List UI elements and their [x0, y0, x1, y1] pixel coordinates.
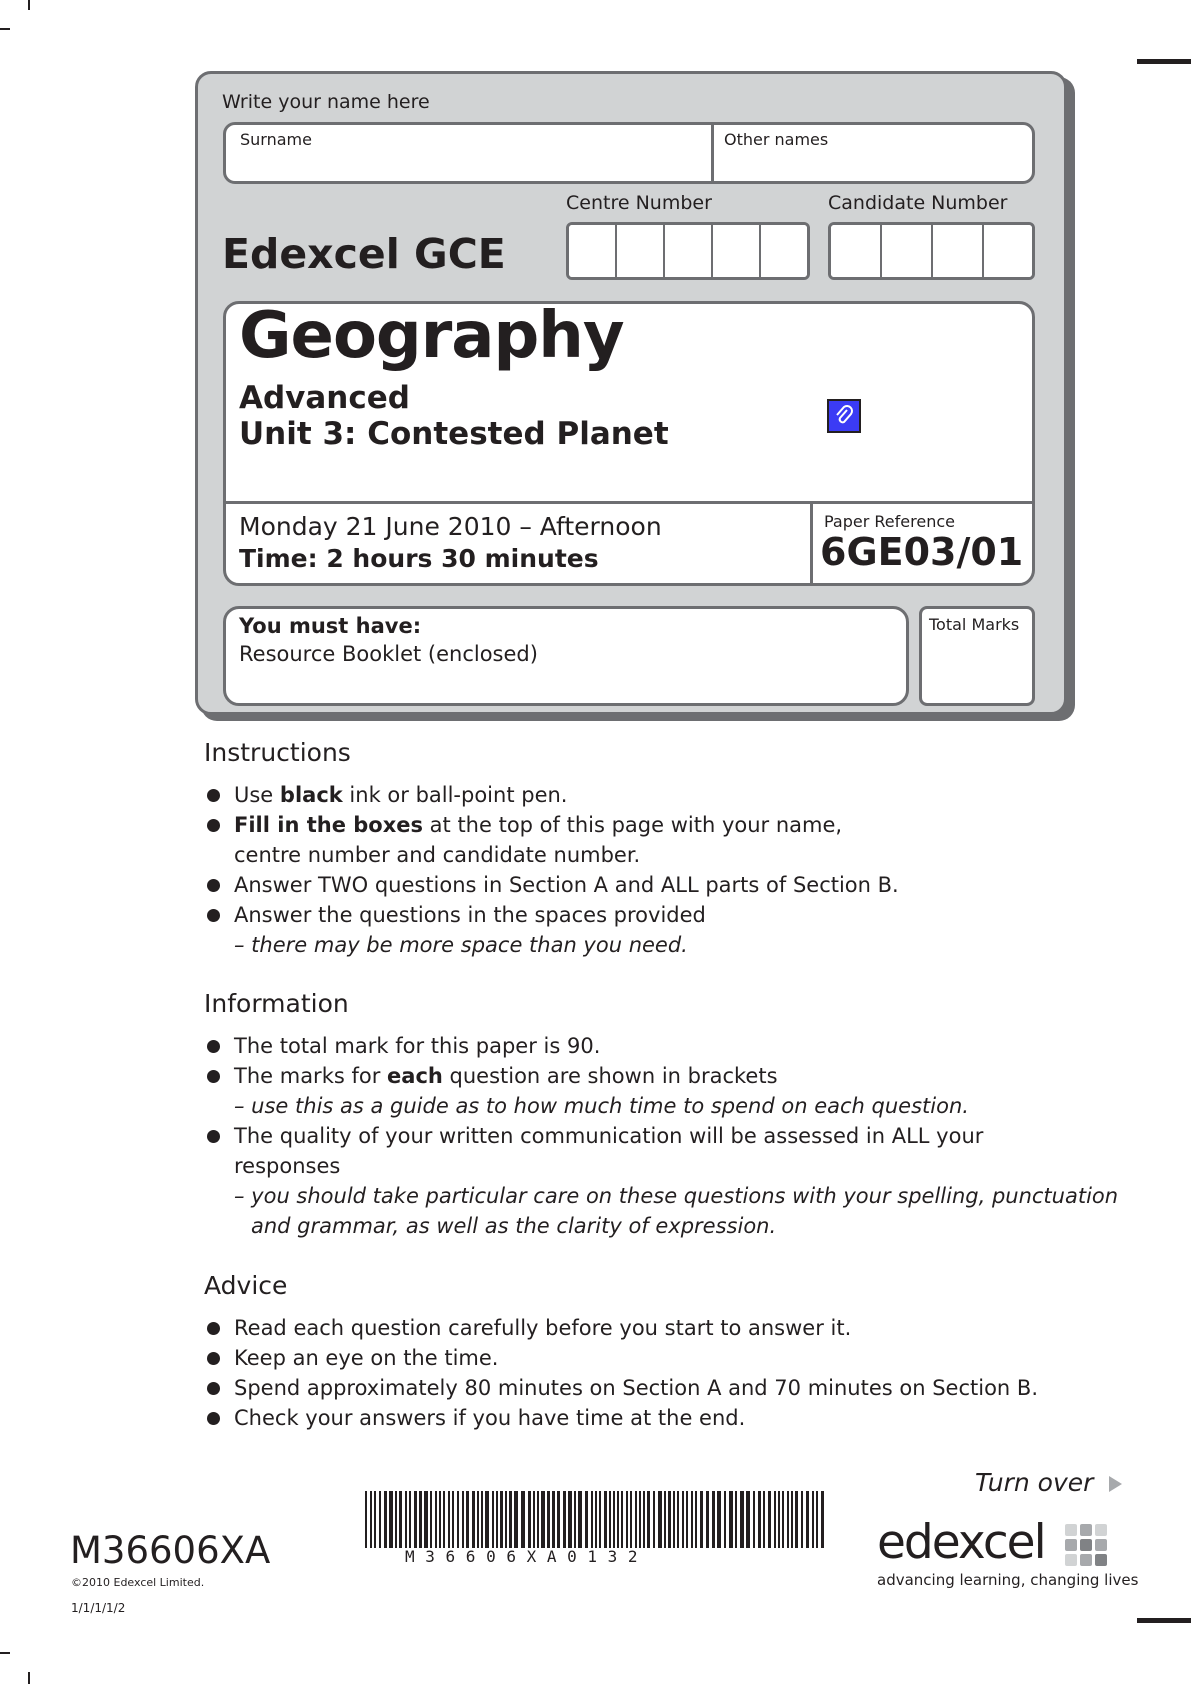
header-panel [195, 71, 1067, 715]
barcode-bar [712, 1491, 715, 1548]
barcode-bar [399, 1491, 402, 1548]
barcode-bar [806, 1491, 809, 1548]
advice-heading: Advice [204, 1271, 288, 1300]
logo-square [1065, 1524, 1077, 1536]
barcode-bar [509, 1491, 512, 1548]
barcode-bar [591, 1491, 593, 1548]
barcode-text: M 3 6 6 0 6 X A 0 1 3 2 [405, 1547, 639, 1566]
barcode-bar [768, 1491, 771, 1548]
list-item: The marks for each question are shown in brackets – use this as a guide as to how much time to spend on each question. [204, 1061, 1118, 1121]
barcode-bar [533, 1491, 535, 1548]
total-marks-label: Total Marks [929, 615, 1020, 634]
bullet-icon [207, 879, 220, 892]
barcode-bar [746, 1491, 750, 1548]
barcode-bar [466, 1491, 469, 1548]
barcode-bar [496, 1491, 498, 1548]
barcode-bar [443, 1491, 445, 1548]
barcode-bar [653, 1491, 655, 1548]
bullet-icon [207, 1130, 220, 1143]
list-item: Answer the questions in the spaces provided – there may be more space than you need. [204, 900, 899, 960]
barcode-bar [424, 1491, 428, 1548]
barcode-bar [472, 1491, 475, 1548]
barcode-bar [763, 1491, 765, 1548]
barcode-bar [430, 1491, 432, 1548]
barcode-bar [626, 1491, 628, 1548]
barcode-bar [647, 1491, 650, 1548]
centre-digit-3[interactable] [665, 225, 713, 280]
barcode-bar [604, 1491, 607, 1548]
registration-mark-bl-h [0, 1652, 10, 1654]
registration-mark-right-bottom [1137, 1618, 1191, 1623]
barcode-bar [370, 1491, 372, 1548]
registration-mark-bl-v [28, 1672, 30, 1684]
divider [226, 501, 1032, 504]
barcode-bar [778, 1491, 780, 1548]
barcode-bar [724, 1491, 726, 1548]
candidate-digit-2[interactable] [882, 225, 933, 280]
barcode-bar [389, 1491, 393, 1548]
logo-square [1080, 1524, 1092, 1536]
centre-digit-1[interactable] [569, 225, 617, 280]
bullet-icon [207, 1352, 220, 1365]
centre-digit-2[interactable] [617, 225, 665, 280]
logo-grid-icon [1065, 1524, 1107, 1566]
instructions-heading: Instructions [204, 738, 351, 767]
candidate-digit-3[interactable] [933, 225, 984, 280]
barcode-bar [457, 1491, 459, 1548]
barcode-bar [791, 1491, 793, 1548]
barcode-bar [816, 1491, 818, 1548]
barcode [363, 1491, 828, 1548]
barcode-bar [435, 1491, 437, 1548]
copyright: ©2010 Edexcel Limited. [71, 1576, 205, 1589]
paper-reference-label: Paper Reference [824, 512, 955, 531]
barcode-bar [609, 1491, 611, 1548]
total-marks-box[interactable] [919, 606, 1035, 706]
barcode-bar [500, 1491, 503, 1548]
barcode-bar [384, 1491, 387, 1548]
barcode-bar [521, 1491, 525, 1548]
barcode-bar [547, 1491, 550, 1548]
list-item: The quality of your written communication will be assessed in ALL your responses – you should take particular care on these questions with your spelling, punctuation and grammar, as well as the clarity of expression. [204, 1121, 1118, 1241]
barcode-bar [541, 1491, 545, 1548]
centre-number-label: Centre Number [566, 192, 712, 214]
bullet-icon [207, 1412, 220, 1425]
barcode-bar [700, 1491, 703, 1548]
barcode-bar [673, 1491, 675, 1548]
must-have-label: You must have: [239, 614, 422, 638]
barcode-bar [706, 1491, 709, 1548]
bullet-icon [207, 1040, 220, 1053]
barcode-bar [774, 1491, 776, 1548]
barcode-bar [568, 1491, 572, 1548]
barcode-bar [639, 1491, 641, 1548]
information-list [204, 1031, 1118, 1241]
list-item: Answer TWO questions in Section A and ALL parts of Section B. [204, 870, 899, 900]
write-name-label: Write your name here [222, 91, 430, 113]
must-have-box [223, 606, 909, 706]
barcode-bar [563, 1491, 566, 1548]
barcode-bar [578, 1491, 582, 1548]
registration-mark-right-top [1137, 59, 1191, 64]
barcode-bar [643, 1491, 645, 1548]
bullet-icon [207, 1070, 220, 1083]
barcode-bar [686, 1491, 688, 1548]
exam-date: Monday 21 June 2010 – Afternoon [239, 512, 662, 541]
barcode-bar [452, 1491, 454, 1548]
barcode-bar [621, 1491, 623, 1548]
surname-field[interactable] [226, 125, 714, 181]
edexcel-logo [877, 1515, 1139, 1594]
barcode-bar [414, 1491, 417, 1548]
barcode-bar [574, 1491, 576, 1548]
tagline: advancing learning, changing lives [877, 1571, 1139, 1589]
barcode-bar [409, 1491, 411, 1548]
list-item: Check your answers if you have time at the end. [204, 1403, 1038, 1433]
barcode-bar [419, 1491, 422, 1548]
paper-code: M36606XA [70, 1529, 271, 1572]
registration-mark-tl-h [0, 28, 10, 30]
barcode-bar [537, 1491, 539, 1548]
centre-digit-5[interactable] [761, 225, 809, 280]
logo-square [1080, 1554, 1092, 1566]
barcode-bar [801, 1491, 803, 1548]
barcode-bar [599, 1491, 601, 1548]
list-item: The total mark for this paper is 90. [204, 1031, 1118, 1061]
barcode-bar [405, 1491, 407, 1548]
centre-number-boxes[interactable] [566, 222, 810, 280]
barcode-bar [557, 1491, 560, 1548]
barcode-bar [758, 1491, 761, 1548]
barcode-bar [395, 1491, 397, 1548]
barcode-bar [514, 1491, 518, 1548]
instructions-list [204, 780, 899, 960]
divider [810, 501, 813, 583]
logo-square [1080, 1539, 1092, 1551]
candidate-digit-4[interactable] [984, 225, 1035, 280]
barcode-bar [365, 1491, 367, 1548]
barcode-bar [812, 1491, 814, 1548]
barcode-bar [635, 1491, 637, 1548]
print-code: 1/1/1/1/2 [71, 1601, 126, 1615]
barcode-bar [492, 1491, 494, 1548]
barcode-bar [617, 1491, 619, 1548]
centre-digit-4[interactable] [713, 225, 761, 280]
candidate-number-boxes[interactable] [828, 222, 1035, 280]
barcode-bar [695, 1491, 697, 1548]
barcode-bar [448, 1491, 450, 1548]
barcode-bar [462, 1491, 464, 1548]
triangle-right-icon [1109, 1476, 1122, 1492]
barcode-bar [613, 1491, 615, 1548]
surname-label: Surname [240, 130, 312, 149]
logo-square [1095, 1539, 1107, 1551]
bullet-icon [207, 819, 220, 832]
turn-over-label: Turn over [975, 1468, 1094, 1497]
barcode-bar [485, 1491, 489, 1548]
logo-square [1065, 1554, 1077, 1566]
barcode-bar [821, 1491, 824, 1548]
candidate-digit-1[interactable] [831, 225, 882, 280]
exam-time: Time: 2 hours 30 minutes [239, 544, 599, 573]
list-item: Spend approximately 80 minutes on Section A and 70 minutes on Section B. [204, 1373, 1038, 1403]
registration-mark-tl-v [28, 0, 30, 10]
subject-title: Geography [239, 299, 624, 373]
barcode-bar [379, 1491, 381, 1548]
logo-square [1095, 1524, 1107, 1536]
logo-square [1095, 1554, 1107, 1566]
list-item: Keep an eye on the time. [204, 1343, 1038, 1373]
edexcel-logo-text: edexcel [877, 1515, 1045, 1570]
level: Advanced [239, 380, 410, 416]
barcode-bar [481, 1491, 483, 1548]
name-box [223, 122, 1035, 184]
barcode-bar [782, 1491, 784, 1548]
barcode-bar [795, 1491, 798, 1548]
candidate-number-label: Candidate Number [828, 192, 1008, 214]
barcode-bar [691, 1491, 693, 1548]
barcode-bar [677, 1491, 679, 1548]
bullet-icon [207, 789, 220, 802]
list-item: Use black ink or ball-point pen. [204, 780, 899, 810]
barcode-bar [735, 1491, 737, 1548]
barcode-bar [585, 1491, 588, 1548]
barcode-bar [630, 1491, 632, 1548]
barcode-bar [552, 1491, 555, 1548]
barcode-bar [668, 1491, 671, 1548]
must-have-item: Resource Booklet (enclosed) [239, 642, 538, 666]
board-name: Edexcel GCE [222, 230, 506, 278]
barcode-bar [787, 1491, 789, 1548]
barcode-bar [505, 1491, 507, 1548]
list-item: Fill in the boxes at the top of this page with your name, centre number and candidate number. [204, 810, 899, 870]
barcode-bar [682, 1491, 684, 1548]
information-heading: Information [204, 989, 349, 1018]
paper-reference: 6GE03/01 [820, 530, 1024, 574]
unit-title: Unit 3: Contested Planet [239, 416, 669, 452]
list-item: Read each question carefully before you start to answer it. [204, 1313, 1038, 1343]
barcode-bar [740, 1491, 744, 1548]
barcode-bar [729, 1491, 733, 1548]
barcode-bar [658, 1491, 662, 1548]
subject-box [223, 301, 1035, 586]
barcode-bar [595, 1491, 597, 1548]
barcode-bar [439, 1491, 441, 1548]
barcode-bar [664, 1491, 666, 1548]
barcode-bar [753, 1491, 755, 1548]
bullet-icon [207, 1382, 220, 1395]
other-names-field[interactable] [717, 125, 1032, 181]
barcode-bar [477, 1491, 479, 1548]
barcode-bar [374, 1491, 376, 1548]
bullet-icon [207, 1322, 220, 1335]
barcode-bar [717, 1491, 721, 1548]
barcode-bar [528, 1491, 531, 1548]
logo-square [1065, 1539, 1077, 1551]
turn-over[interactable] [975, 1468, 1122, 1497]
other-names-label: Other names [724, 130, 829, 149]
attachment-icon [827, 399, 861, 433]
advice-list [204, 1313, 1038, 1433]
bullet-icon [207, 909, 220, 922]
